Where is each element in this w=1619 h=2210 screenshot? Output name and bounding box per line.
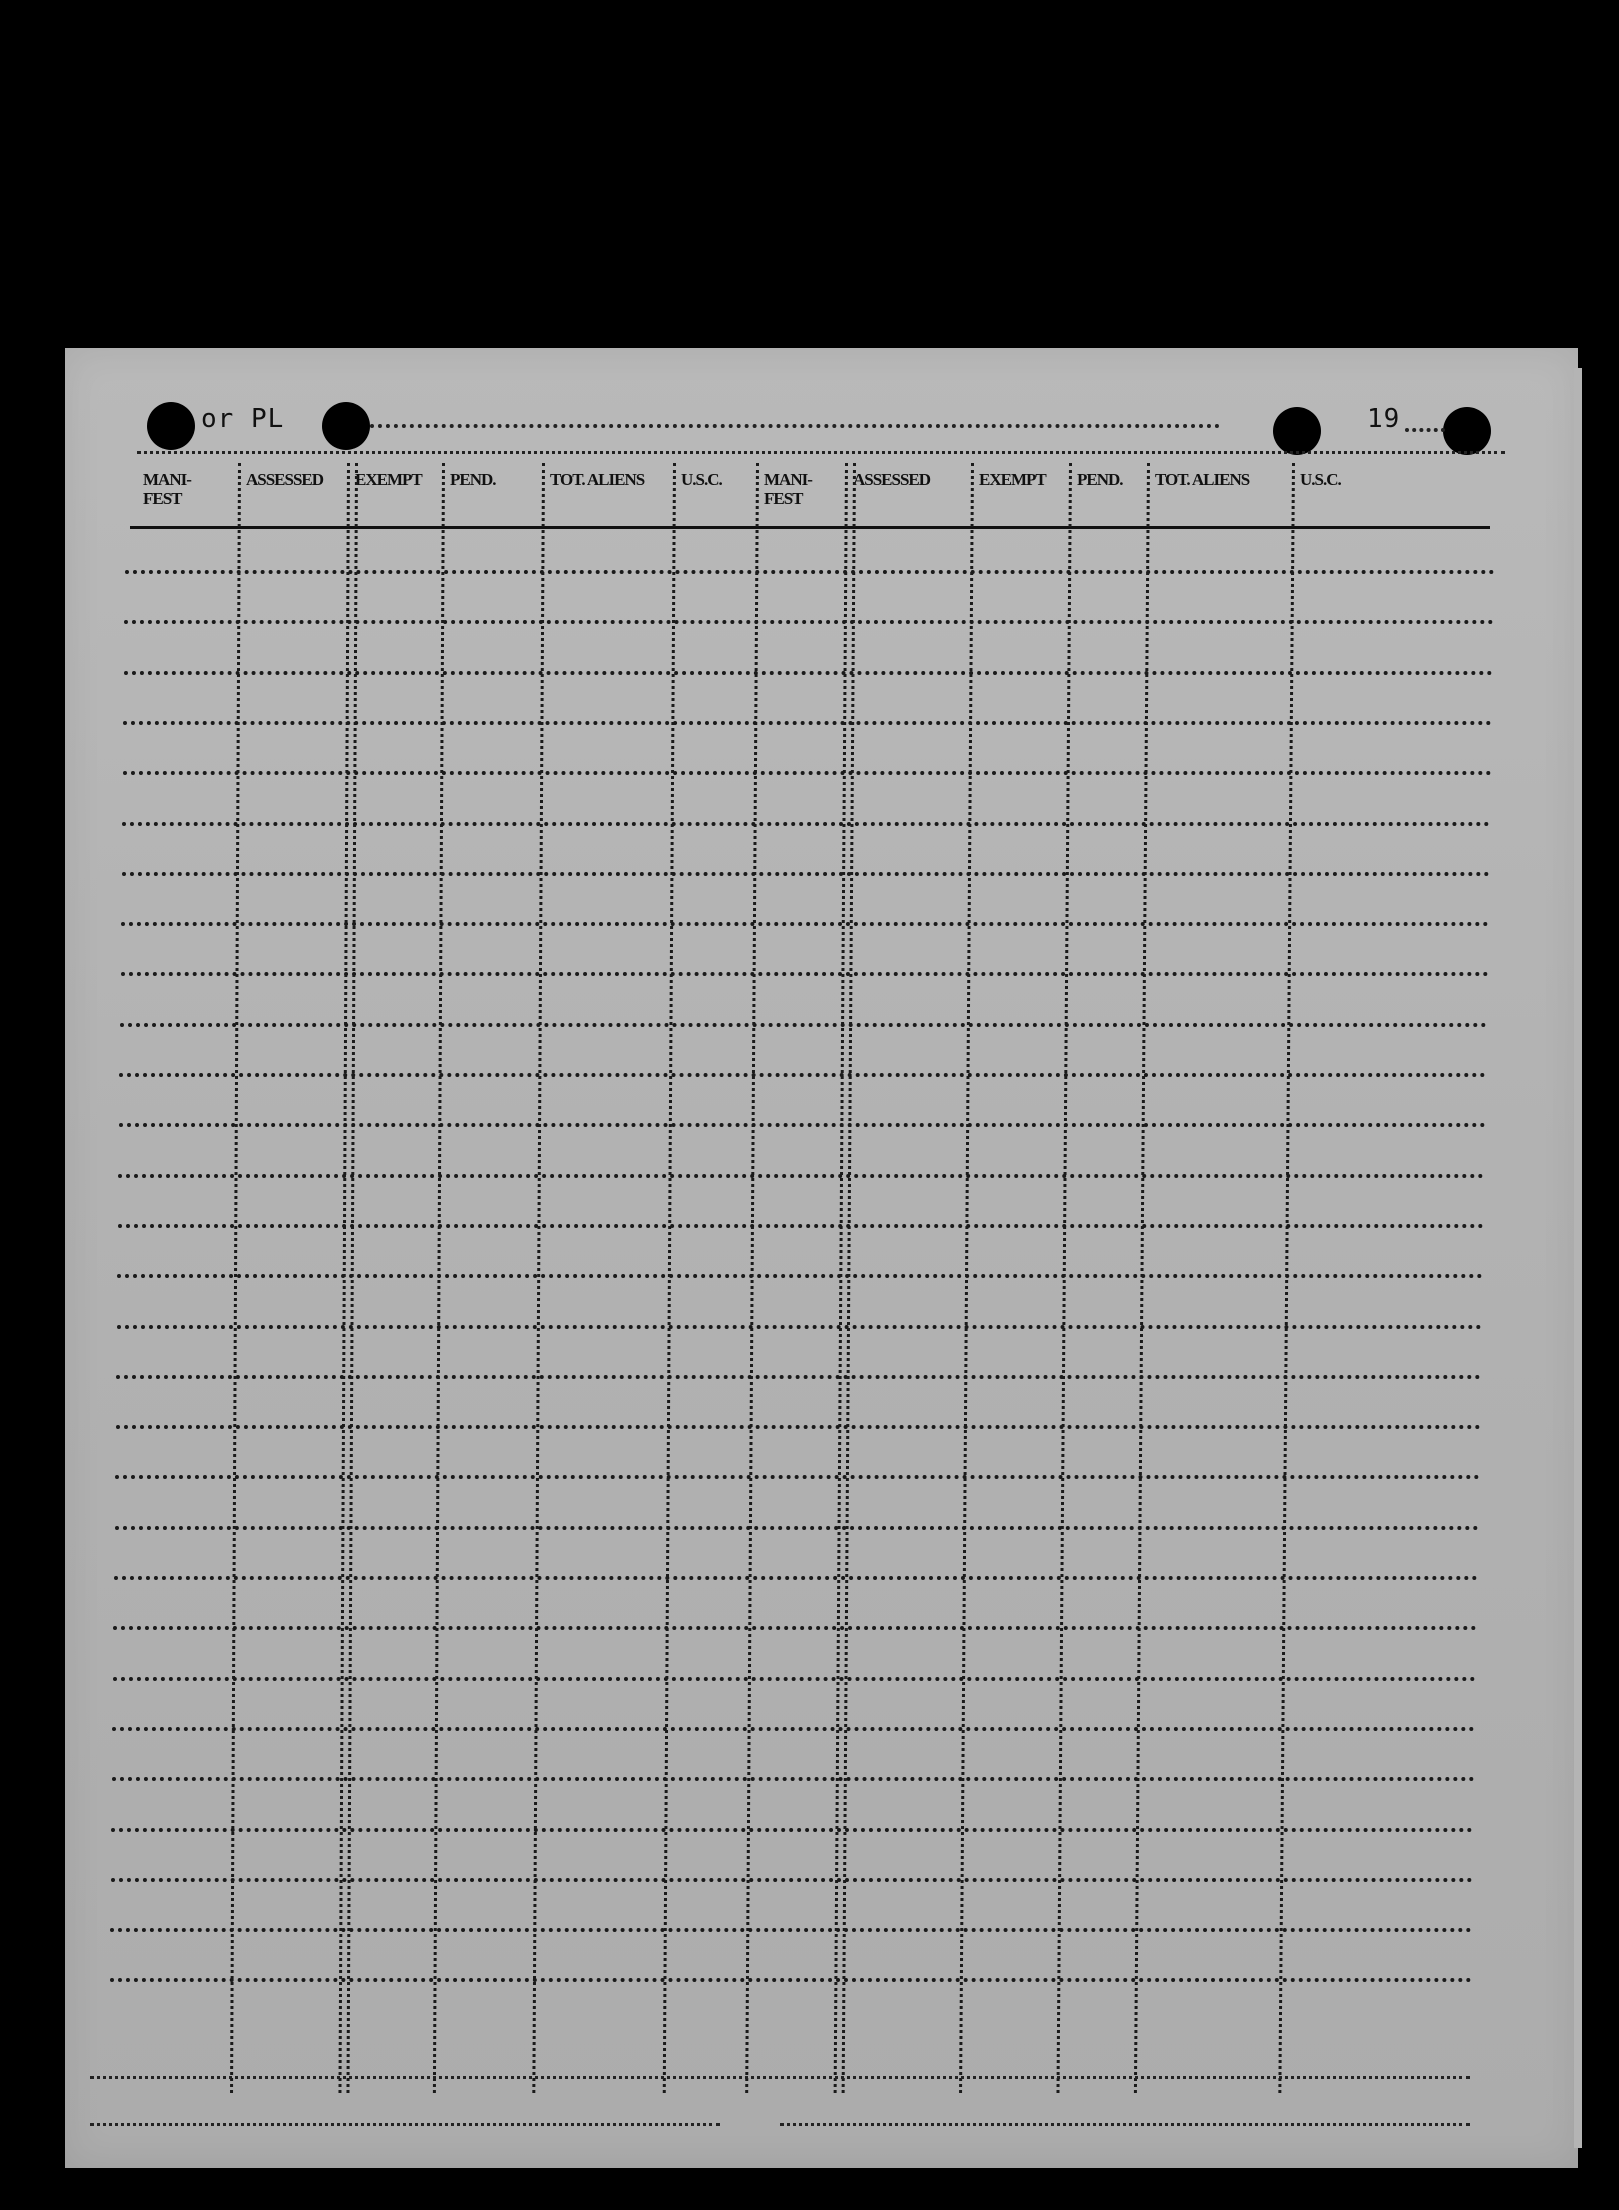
table-row	[120, 1023, 1487, 1027]
table-row	[121, 972, 1489, 976]
year-prefix: 19	[1367, 404, 1401, 434]
punch-hole-right-2	[1443, 407, 1491, 455]
table-row	[117, 1325, 1482, 1329]
table-row	[125, 570, 1495, 574]
totals-line-1	[90, 2076, 1470, 2079]
table-row	[117, 1274, 1483, 1278]
punch-hole-right-1	[1273, 407, 1321, 455]
table-row	[123, 771, 1492, 775]
col-header-usc-2: U.S.C.	[1300, 470, 1341, 489]
table-row	[111, 1878, 1473, 1882]
header-rule	[130, 526, 1490, 529]
table-row	[123, 721, 1492, 725]
col-header-manifest-1: MANI- FEST	[143, 470, 191, 508]
table-row	[116, 1375, 1481, 1379]
col-header-assessed-2: ASSESSED	[853, 470, 931, 489]
table-row	[119, 1123, 1486, 1127]
table-row	[122, 872, 1490, 876]
table-row	[124, 671, 1493, 675]
punch-hole-left-2	[322, 402, 370, 450]
header-fill-line	[370, 424, 1220, 428]
punch-hole-left-1	[147, 402, 195, 450]
table-row	[121, 922, 1489, 926]
table-row	[110, 1928, 1472, 1932]
col-header-exempt-1: EXEMPT	[355, 470, 422, 489]
form-header-fragment: or PL	[201, 404, 285, 434]
col-header-tot-aliens-2: TOT. ALIENS	[1155, 470, 1250, 489]
table-row	[118, 1224, 1484, 1228]
col-header-tot-aliens-1: TOT. ALIENS	[550, 470, 645, 489]
table-row	[124, 620, 1494, 624]
year-fill-line	[1405, 428, 1445, 432]
table-row	[115, 1475, 1480, 1479]
totals-line-2	[90, 2123, 720, 2126]
table-row	[116, 1425, 1481, 1429]
table-row	[111, 1828, 1473, 1832]
table-row	[113, 1677, 1476, 1681]
col-header-pend-2: PEND.	[1077, 470, 1123, 489]
table-row	[115, 1526, 1479, 1530]
col-header-exempt-2: EXEMPT	[979, 470, 1046, 489]
table-row	[118, 1174, 1484, 1178]
form-sheet	[65, 348, 1578, 2168]
col-header-manifest-2: MANI- FEST	[764, 470, 812, 508]
table-row	[114, 1576, 1478, 1580]
table-row	[119, 1073, 1486, 1077]
totals-line-3	[780, 2123, 1470, 2126]
table-row	[112, 1727, 1475, 1731]
top-dotted-line	[137, 451, 1505, 454]
col-header-pend-1: PEND.	[450, 470, 496, 489]
table-row	[122, 822, 1490, 826]
table-row	[110, 1978, 1472, 1982]
col-header-assessed-1: ASSESSED	[246, 470, 324, 489]
col-header-usc-1: U.S.C.	[681, 470, 722, 489]
table-row	[112, 1777, 1475, 1781]
table-row	[113, 1626, 1477, 1630]
